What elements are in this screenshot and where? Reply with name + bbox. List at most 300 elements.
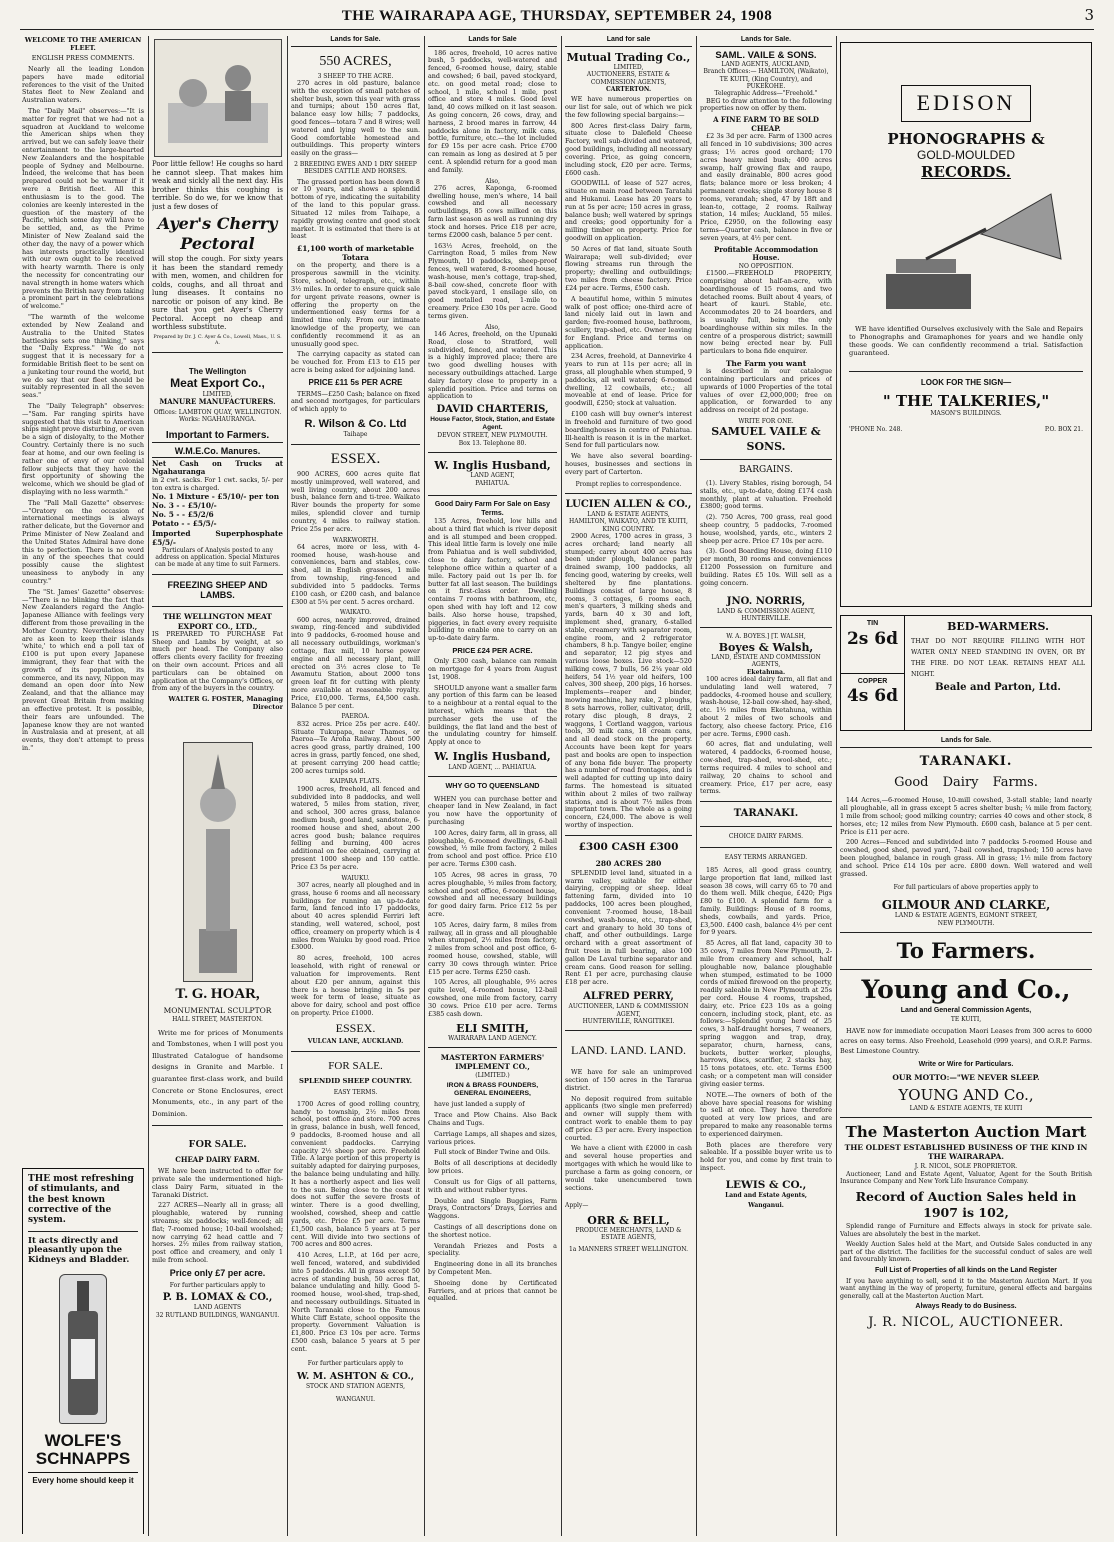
article-paragraph: Nearly all the leading London papers have made editorial references to the visit of the United States fleet to New Zealand and Australian waters. [22, 64, 144, 105]
listing-title: 550 ACRES, [319, 53, 392, 69]
agent-name: SAML. VAILE & SONS. [715, 49, 817, 61]
ad-body: WE have been instructed to offer for private sale the undermentioned high-class Dairy Farm, situated in the Taranaki District. [152, 1167, 283, 1199]
edison-ad [840, 42, 1092, 607]
column-rule [836, 36, 837, 1536]
agent-name: YOUNG AND Co., [898, 1086, 1034, 1105]
product-line: Verandah Friezes and Posts a speciality. [428, 1241, 557, 1258]
divider [152, 606, 283, 607]
agent-name: ORR & BELL, [587, 1213, 670, 1227]
ad-note: Always Ready to do Business. [915, 1303, 1017, 1311]
product-line: Engineering done in all its branches by Competent Men. [428, 1260, 557, 1277]
ad-sign-label: LOOK FOR THE SIGN— [920, 378, 1012, 388]
ayer-illustration [154, 39, 282, 157]
column-rule [561, 36, 562, 1536]
section-heading: WHY GO TO QUEENSLAND [445, 780, 540, 790]
section-heading: Important to Farmers. [152, 430, 283, 443]
price-copper [841, 674, 904, 731]
agent-sub: LAND AGENTS [193, 1304, 242, 1312]
agent-sub: LAND & ESTATE AGENTS, EGMONT STREET, [894, 912, 1038, 920]
section-header: Lands for Sale. [840, 737, 1092, 748]
ad-headline: PHONOGRAPHS & [887, 129, 1045, 148]
divider [152, 1125, 283, 1126]
schnapps-ad [22, 1168, 144, 1534]
agent-town: HUNTERVILLE. [741, 615, 791, 622]
listing-text: 105 Acres, all ploughable, 9½ acres quite level, 4-roomed house, 12-bail cowshed, one mile from factory, carry 30 cows. Price £10 per acre. Terms £385 cash down. [428, 978, 557, 1018]
location: WAIUKU. [341, 874, 370, 882]
listing-text: 100 Acres, dairy farm, all in grass, all ploughable, 6-roomed dwellings, 6-bail cowshed, ½ mile from factory, 2 miles from school and post office. Price £10 per acre. Terms £300 cash. [428, 828, 557, 869]
sculptor-sub: MONUMENTAL SCULPTOR [163, 1006, 272, 1016]
product-line: Bolts of all descriptions at decidedly low prices. [428, 1159, 557, 1176]
listing-text: BEG to draw attention to the following properties now on offer by them. [700, 96, 832, 113]
listing-text: A beautiful home, within 5 minutes walk of post office; one-third acre of land nicely laid out in lawn and garden; five-roomed house, bathroom, scullery, trap-shed, etc. Owner leaving for England. Price and terms on application. [565, 294, 692, 350]
monument-icon [191, 749, 245, 975]
article-heading: WELCOME TO THE AMERICAN FLEET. [24, 36, 142, 53]
listing-text: 85 Acres, all flat land, capacity 30 to 35 cows, 7 miles from New Plymouth, 2-mile from creamery and school, half ploughable now, balance ploughable when stumped, estimated to be 1000 cords of mixed firewood on the property, readily saleable in New Plymouth at 25s per cord. House 4 rooms, trapshed, dairy, etc. Price £23 10s as a going concern, including stock, plant, etc. as follows:—Splendid young herd of 25 cows, 3 half-draught horses, 7 weaners, spring waggon and trap, dray, separator, churn, harness, cans, buckets, butter worker, ploughs, harrows, discs, scarifier, 2 stacks hay, 15 tons potatoes, etc. etc. Terms £500 cash; or a competent man will consider giving easier terms. [700, 939, 832, 1088]
listing-text: WE have for sale an unimproved section of 150 acres in the Tararua district. [565, 1068, 692, 1092]
shop-name: " THE TALKERIES," [882, 391, 1050, 410]
article-paragraph: The "Daily Mail" observes:—"It is matter for regret that we had not a squadron at Auckland to welcome the American ships when they arrived, but we can safely leave their entertainment to the large-hearted New Zealanders and the hospitable people of Sydney and Melbourne. Indeed, the welcome that has been prepared could not be warmer if it were a British fleet. All this enthusiasm is to the good. The colonies are keenly interested in the question of the mastery of the Pacific, which some day will have to be settled, and, as the Prime Minister of New Zealand said the other day, the navy of a power which has interests practically identical with our own ought to be received with hearty warmth. There is only the necessity for concentrating our naval strength in home waters which prevents the British navy from taking a prominent part in the celebrations of welcome." [22, 106, 144, 311]
divider [840, 969, 1092, 970]
agent-name: Young and Co., [861, 974, 1071, 1004]
section-header: Land for sale [565, 36, 692, 47]
listing-text: £100 cash will buy owner's interest in freehold and furniture of two good boardinghouses in centre of Pahiatua. Ill-health is reason it is in the market. Send for full particulars now. [565, 410, 692, 450]
listing-text: £1500.—FREEHOLD PROPERTY, comprising about half-an-acre, with boardinghouse of 15 rooms, and two detached rooms. Built about 4 years, of heart of kauri. Stable, etc. Accommodates 20 to 24 boarders, and is usually full, being the only boardinghouse within six miles. In the centre of a prosperous district; sawmill now being erected near by. Full particulars to bona fide enquirer. [700, 269, 832, 356]
company-sub: MANURE MANUFACTURERS. [159, 397, 276, 407]
agent-name: LEWIS & CO., [725, 1178, 807, 1191]
listing-text: 410 Acres, L.I.P., at 16d per acre, well fenced, watered, and subdivided into 5 paddocks. All in grass except 50 acres of standing bush, 50 acres flat, balance undulating and hilly. Good 5-roomed house, wool-shed, trap-shed, and necessary outbuildings. Situated in North Taranaki close to the Famous White Cliff Estate, school opposite the property. Government Valuation is £1,800. Price £3 10s per acre. Terms £500 cash, balance 5 years at 5 per cent. [291, 1251, 420, 1353]
phonograph-icon [866, 189, 1066, 319]
listing-also: Also, [485, 177, 500, 185]
location: PAEROA. [341, 713, 370, 721]
section-subheading: Good Dairy Farms. [894, 775, 1038, 791]
section-heading: Good Dairy Farm For Sale on Easy Terms. [434, 500, 551, 517]
agent-town: WANGANUI. [335, 1395, 376, 1403]
agent-name: JNO. NORRIS, [726, 595, 806, 607]
price-line: Potato - - £5/5/- [152, 519, 217, 529]
section-heading: TARANAKI. [919, 753, 1013, 769]
ad-caption: Poor little fellow! He coughs so hard he cannot sleep. That makes him weak and sickly all the next day. His brother thinks this coughing is terrible. So do we, for we know that just a few doses of [152, 160, 283, 211]
company-proprietor: J. R. NICOL, SOLE PROPRIETOR. [914, 1163, 1018, 1171]
listing-text: is described in our catalogue containing particulars and prices of upwards of 1000 Properties of the total values of over £2,000,000; free on application, or forwarded to any address on receipt of 2d postage. [700, 367, 832, 415]
price-tin [841, 616, 904, 674]
sick-child-icon [163, 48, 273, 148]
masthead [20, 4, 1094, 30]
location: KAIPARA FLATS. [329, 778, 382, 786]
agent-sub: WAIRARAPA LAND AGENCY. [448, 1034, 537, 1042]
listing-text: 185 Acres, all good grass country, large proportion flat land, milked last season 38 cows, will carry 65 to 70 and do them well. Milk cheque, £420; Pigs £80 to £100. A splendid farm for a family. Buildings: House of 8 rooms, sheds, cowbails, and yards. Price, £3,500. £400 cash, balance 4½ per cent for 9 years. [700, 865, 832, 937]
listing-text: (1). Livery Stables, rising borough, 54 stalls, etc., up-to-date, doing £174 cash monthly, plant at valuation. Freehold £3800; good terms. [700, 478, 832, 511]
agent-name: GILMOUR AND CLARKE, [881, 897, 1051, 912]
shop-box: P.O. BOX 21. [1044, 425, 1083, 433]
company-name: Mutual Trading Co., [566, 50, 691, 64]
price: PRICE £24 PER ACRE. [452, 646, 533, 656]
price-line: No. 1 Mixture - £5/10/- per ton [152, 492, 280, 502]
listing-text: No deposit required from suitable applicants (two single men preferred) and owner will supply them with contract work to enable them to pay off price £3 per acre. Every inspection courted. [565, 1094, 692, 1142]
listing-text: 1700 Acres of good rolling country, handy to township, 2½ miles from school, post office and store. 700 acres in grass, balance in bush, well fenced, 9 paddocks, 8-roomed house and all convenient paddocks. Carrying capacity 2½ sheep per acre. Freehold Title. A large portion of this property is suitably adapted for dairying purposes, the balance being undulating and hilly. It has a northerly aspect and lies well to the sun. Being close to the coast it does not suffer the severe frosts of winter. There is a good dwelling, woolshed, cowshed, sheep and cattle yards, etc. Price £5 per acre. Terms £1,500 cash, balance 5 years at 5 per cent. Will divide into two sections of 700 acres and 800 acres. [291, 1099, 420, 1249]
divider [840, 1117, 1092, 1118]
section-note: EASY TERMS. [333, 1089, 378, 1097]
company-town: CARTERTON. [605, 85, 652, 93]
listing-heading: Profitable Accommodation House. [713, 244, 819, 263]
company-ltd: (LIMITED.) [475, 1071, 510, 1079]
company-sub: GENERAL ENGINEERS, [454, 1090, 531, 1098]
company-name: Meat Export Co., [170, 376, 265, 391]
divider [428, 452, 557, 453]
agent-sub: Land and General Commission Agents, [900, 1007, 1032, 1015]
section-header: Lands for Sale. [291, 36, 420, 47]
phonograph-illustration [866, 189, 1066, 319]
listing-heading: The Farm you want [725, 359, 807, 369]
listing-text: SHOULD anyone want a smaller farm any portion of this farm can be leased to a neighbour at a rental equal to the interest, which means that the purchaser gets the use of the buildings, the flat land and the best of the undulating country for himself. Apply at once to [428, 683, 557, 747]
company-name: The Masterton Auction Mart [845, 1122, 1087, 1141]
listing-text: Weekly Auction Sales held at the Mart, and Outside Sales conducted in any part of the district. The facilities for the successful conduct of sales are well and favourably known. [840, 1241, 1092, 1264]
divider [152, 352, 283, 353]
article-paragraph: The "Pall Mall Gazette" observes:—"Oratory on the occasion of international meetings is always rather delicate, but the Governor and Prime Minister of New Zealand and the United States Admiral have done this to perfection. There is no word in any of the speeches that could possibly cause the slightest uneasiness to anybody in any country." [22, 498, 144, 585]
article-paragraph: The "St. James' Gazette" observes:—"There is no blinking the fact that New Zealanders regard the Anglo-Japanese Alliance with feelings very different from those prevailing in the Mother Country. Nevertheless they are as keen to keep their islands 'white,' to which end a poll tax of £100 is put upon every Japanese immigrant, they fear that with the growth of its population, its commerce, and its navy, Nippon may demand an open door into New Zealand, and that the alliance may prevent Great Britain from making an effective protest. It is possible, their fears are unfounded. The Japanese know they are not wanted in Australasia and at present, at all events, they don't attempt to press in." [22, 587, 144, 752]
shop-address: MASON'S BUILDINGS. [930, 410, 1002, 418]
column-rule [696, 36, 697, 1536]
page-number: 3 [1084, 6, 1094, 24]
listing-title: LAND. LAND. LAND. [571, 1043, 686, 1058]
bedwarmer-body [905, 616, 1091, 730]
column-1 [22, 36, 144, 1534]
agent-sub: AUCTIONEER, LAND & COMMISSION AGENT, [568, 1003, 689, 1018]
section-heading: FOR SALE. [188, 1138, 247, 1151]
divider [152, 574, 283, 575]
section-note: EASY TERMS ARRANGED. [724, 853, 808, 861]
listing-text: 50 Acres of flat land, situate South Wairarapa; well sub-divided; ever flowing streams run through the property; dwelling and outbuildings; two miles from cheese factory. Price £24 per acre. Terms, £500 cash. [565, 244, 692, 292]
divider [840, 932, 1092, 933]
newspaper-title: THE WAIRARAPA AGE, THURSDAY, SEPTEMBER 24, 1908 [341, 8, 773, 24]
location: WARKWORTH. [332, 536, 379, 544]
agent-contact: Box 13. Telephone 80. [458, 439, 527, 447]
divider [428, 1047, 557, 1048]
bottle-illustration [59, 1274, 107, 1424]
monument-illustration [183, 742, 253, 982]
divider [428, 495, 557, 496]
product-list [428, 1101, 557, 1303]
divider [291, 1051, 420, 1052]
agent-address: VULCAN LANE, AUCKLAND. [307, 1038, 404, 1046]
location: WAIKATO. [339, 609, 372, 617]
agent-town: HAMILTON, WAIKATO, AND TE KUITI, KING COUNTRY. [569, 518, 688, 533]
agent-name: W. Inglis Husband, [434, 458, 551, 472]
section-heading: W.M.E.Co. Manures. [152, 446, 283, 458]
section-heading: BARGAINS. [739, 464, 793, 475]
listing-text: (3). Good Boarding House, doing £110 per month, 30 rooms and conveniences £1200 Possession on furniture and building. Rates £5 10s. Will sell as a going concern. [700, 547, 832, 587]
listing-subtitle: 3 SHEEP TO THE ACRE. [317, 72, 394, 80]
listing-text: Auctioneer, Land and Estate Agent, Valuator, Agent for the South British Insurance Company and New York Life Insurance Company. [840, 1170, 1092, 1186]
column-rule [148, 36, 149, 1536]
product-line: Full stock of Binder Twine and Oils. [434, 1148, 551, 1157]
ayer-brand: Ayer's Cherry Pectoral [157, 214, 278, 253]
listing-title: £300 CASH £300 [578, 840, 679, 853]
apply-text: For full particulars of above properties apply to [893, 884, 1039, 892]
section-heading: FREEZING SHEEP AND LAMBS. [167, 579, 268, 601]
ad-body: THAT DO NOT REQUIRE FILLING WITH HOT WATER ONLY NEED STANDING IN OVEN, OR BY THE FIRE. DO NOT LEAK. RETAINS HEAT ALL NIGHT. [911, 638, 1085, 679]
agent-town: Eketahuna. [746, 668, 786, 676]
price: Price only £7 per acre. [169, 1267, 266, 1278]
ad-body: Write me for prices of Monuments and Tombstones, when I will post you Illustrated Catalogue of handsome designs in Granite and Marble. I guarantee first-class work, and build Concrete or Stone Enclosures, erect Monuments, etc., in any part of the Dominion. [152, 1028, 283, 1118]
listing-text: NOTE.—The owners of both of the above have special reasons for wishing to sell at once. They have therefore quoted at very low prices, and are prepared to make any reasonable terms to experienced dairymen. [700, 1090, 832, 1138]
column-2 [152, 36, 283, 1534]
section-heading: To Farmers. [896, 937, 1036, 963]
divider [428, 776, 557, 777]
listing-text: 80 acres, freehold, 100 acres leasehold, with right of renewal or valuation for improvements. Rent about £20 per annum, against this there is a house bringing in 5s per week for term of lease, situate as above for dairy, school and post office on property. Price £1000. [291, 954, 420, 1017]
price: PRICE £11 5s PER ACRE [308, 377, 403, 387]
article-subheading: ENGLISH PRESS COMMENTS. [31, 54, 135, 63]
price-value: 4s 6d [846, 686, 899, 707]
signature: WALTER G. FOSTER, Managing Director [168, 695, 283, 712]
column-7 [840, 36, 1092, 1534]
agent-name: Boyes & Walsh, [718, 640, 814, 654]
listing-text: HAVE now for immediate occupation Maori Leases from 300 acres to 6000 acres on easy terms. Also Freehold, Leasehold (999 years), and O.R.P. Farms. Best Limestone Country. [840, 1026, 1092, 1056]
price-label: COPPER [857, 677, 888, 685]
agent-name: SAMUEL VAILE & SONS. [711, 425, 821, 453]
listing-text: 800 Acres first-class Dairy farm, situate close to Dalefield Cheese Factory, well sub-divided and watered, good buildings, including all necessary covering. Price, as going concern, including stock, £20 per acre. Terms, £600 cash. [565, 121, 692, 177]
section-heading: TARANAKI. [733, 808, 799, 820]
ad-headline: Record of Auction Sales held in 1907 is 102, [855, 1188, 1077, 1220]
ad-note: Write or Wire for Particulars. [918, 1060, 1014, 1068]
listing-text: 600 acres, nearly improved, drained swamp, ring-fenced and subdivided into 9 paddocks, 6-roomed house and all necessary outbuildings, workman's cottage, flax mill, 10 horse power engine and all necessary plant, mill erected on 3½ acres close to Te Awamutu Station, about 2000 tons green leaf fit for cutting with plenty more available at reasonable royalty. Price, £10,000. Terms, £4,500 cash. Balance 5 per cent. [291, 615, 420, 710]
price-line: in 2 cwt. sacks. For 1 cwt. sacks, 5/- per ton extra is charged. [152, 475, 283, 492]
listing-text: The carrying capacity as stated can be vouched for. From £13 to £15 per acre is being asked for adjoining land. [291, 350, 420, 375]
listing-text: 60 acres, flat and undulating, well watered, 4 paddocks, 6-roomed house, cow-shed, trap-shed, wool-shed, etc.; terms required. 4 miles to school and railway, 20 chains to school and creamery. Price, £17 per acre, easy terms. [700, 740, 832, 796]
price-value: 2s 6d [846, 628, 899, 649]
agent-address: 1a MANNERS STREET WELLINGTON. [568, 1245, 689, 1253]
divider [565, 493, 692, 494]
listing-text: The grassed portion has been down 8 or 10 years, and shows a splendid bottom of rye, indicating the suitability of the land to this popular grass. Situated 12 miles from Taihape, a rapidly growing centre and good stock market. It is estimated that there is at least [291, 177, 420, 241]
listing-text: 186 acres, freehold, 10 acres native bush, 5 paddocks, well-watered and fenced, 6-roomed house, dairy, stable and cowshed; 6 bail, paved stockyard, etc. on good metal road; close to school, 1 mile, school 1 mile, post office and store 4 miles. Good level land, 40 cows milked on it last season. As going concern, 26 cows, dray, and harness, 2 brood mares in farrow, 44 paddocks alone in factory, milk cans, bottle, furniture, etc.—the lot included for £9 15s per acre cash. Price £700 can remain as long as desired at 5 per cent. A splendid return for a good man and family. [428, 48, 557, 174]
listing-text: 146 Acres, freehold, on the Upunaki Road, close to Stratford, well subdivided, fenced, and watered. This is a highly improved place; there are two good dwelling houses with necessary outbuildings attached. Large dairy factory close to property in a splendid position. Price and terms on application to [428, 329, 557, 401]
agent-branches: Branch Offices:— HAMILTON, (Waikato), TE KUITI, (King Country), and PUKEKOHE. [703, 68, 829, 91]
column-rule [287, 36, 288, 1536]
edison-logo-box [901, 85, 1031, 122]
listing-text: (2). 750 Acres, 700 grass, real good sheep country, 5 paddocks, 7-roomed house, woolshed, yards, etc., winters 2 sheep per acre. Price £7 10s per acre. [700, 513, 832, 545]
company-ltd: LIMITED, [613, 63, 644, 71]
listing-text: We have also several boarding-houses, businesses and sections in every part of Carterton. [565, 452, 692, 476]
listing-text: Only £300 cash, balance can remain on mortgage for 4 years from August 1st, 1908. [428, 657, 557, 681]
company-prefix: The Wellington [188, 366, 247, 376]
divider [565, 1030, 692, 1031]
agent-town: PAHIATUA. [475, 479, 510, 487]
agent-town: HUNTERVILLE, RANGITIKEI. [582, 1017, 675, 1025]
listing-text: 1900 acres, freehold, all fenced and subdivided into 8 paddocks, and well watered, 5 miles from station, river, and school, 300 acres grass, balance medium bush, good land, sandstone, 6-roomed house and shed, about 200 acres good bush; balance requires felling and burning, 400 acres additional on fee obtained, carrying at present 1000 sheep and 150 cattle. Price £3 5s per acre. [291, 784, 420, 871]
company-name: THE WELLINGTON MEAT EXPORT CO., LTD., [162, 612, 273, 631]
divider [849, 371, 1083, 372]
listing-text: on the property, and there is a prosperous sawmill in the vicinity. Store, school, telegraph, etc., within 3½ miles. In order to ensure quick sale for urgent private reasons, owner is offering the property on the undermentioned easy terms for a limited time only. From our intimate knowledge of the property, we can confidently recommend it as an unusually good spec. [291, 261, 420, 348]
ad-body: IS PREPARED TO PURCHASE Fat Sheep and Lambs by weight, at so much per head. The Company also offers clients every facility for freezing on their own account. Prices and all particulars can be obtained on application at the Company's Offices, or from any of the buyers in the country. [152, 629, 283, 693]
ad-body: WE have identified Ourselves exclusively with the Sale and Repairs to Phonographs and Gramaphones for years and we handle only these goods. We can confidently recommend a trial. Satisfaction guaranteed. [849, 325, 1083, 358]
section-subheading: CHOICE DAIRY FARMS. [728, 833, 804, 841]
listing-highlight: £1,100 worth of marketable Totara [297, 244, 414, 263]
sculptor-name: T. G. HOAR, [175, 986, 260, 1003]
listing-text: 2 BREEDING EWES AND 1 DRY SHEEP BESIDES CATTLE AND HORSES. [294, 161, 417, 176]
product-line: have just landed a supply of [434, 1100, 525, 1109]
listing-text: 307 acres, nearly all ploughed and in grass, house 6 rooms and all necessary buildings for running an up-to-date farm, land fenced into 17 paddocks, about 40 acres splendid Ferriri left standing, well watered, school, post office, creamery on property which is 4 miles from Waiuku by good road. Price £3000. [291, 880, 420, 952]
divider [700, 801, 832, 802]
ad-headline: RECORDS. [921, 162, 1011, 181]
listing-text: 832 acres. Price 25s per acre. £40/. Situate Tukupapa, near Thames, or Paeroa—Te Aroha Railway. About 500 acres good grass, partly drained, 100 acres in grass, partly fenced, one shed, at present carrying 200 head cattle; 200 acres turnips sold. [291, 719, 420, 775]
ad-body: will stop the cough. For sixty years it has been the standard remedy with men, women, and children for colds, coughs, and all throat and lung diseases. It contains no narcotic or poison of any kind. Be sure that you get Ayer's Cherry Pectoral. Accept no cheap and worthless substitute. [152, 255, 283, 332]
article-paragraph: The "Daily Telegraph" observes:—"Sam. Far ranging spirits have suggested that this visit to American ships might prove disturbing, or even be a sign of disloyalty, to the Mother Country. Certainly there is no such fear at home, and our own feeling is rather one of envy of our colonial fellow subjects that they have the first opportunity of showing the welcome, which we should be glad of displaying with no less warmth." [22, 402, 144, 496]
sculptor-address: HALL STREET, MASTERTON. [172, 1015, 263, 1023]
product-line: Carriage Lamps, all shapes and sizes, various prices. [428, 1129, 557, 1146]
ad-tagline: Every home should keep it [28, 1472, 138, 1486]
article-paragraph: "The warmth of the welcome extended by New Zealand and Australia to the United States battleships sets one thinking," says the "Daily Express." "We do not suggest that it is necessary for a formidable British fleet to be sent on a junketing tour round the world, but we do say that our fleet should be suitably represented in all the seven seas." [22, 313, 144, 400]
listing-text: Splendid range of Furniture and Effects always in stock for private sale. Values are absolutely the best in the market. [840, 1223, 1092, 1238]
bottle-icon [65, 1279, 101, 1419]
divider [700, 627, 832, 628]
ad-brand: WOLFE'S SCHNAPPS [35, 1431, 131, 1468]
column-4 [428, 36, 557, 1534]
section-heading: FOR SALE. [328, 1059, 383, 1072]
ad-headline: THE most refreshing of stimulants, and the best known corrective of the system. [28, 1174, 134, 1226]
listing-text: 2900 Acres, 1700 acres in grass, 3 acres orchard; land nearly all stumped; carry about 400 acres has been under plough, balance partly drained swamp, 100 paddocks, all fencing good, watering by creeks, well sheltered by fine plantations. Buildings consist of large house, 8 rooms, 3 cottages, 6 rooms each, men's quarters, 3 milking sheds and yards, barn 40 x 30 and loft, implement shed, granary, 6-stalled stable, creamery with separator room, engine room, and 2 refrigerator chambers, 8 h.p. Tangye boiler, engine and separator, 12 pig styes and various loose boxes. Live stock—520 milking cows, 7 bulls, 56 2¼ year old heifers, 54 1½ year old heifers, 100 calves, 300 sheep, 200 pigs, 16 horses. Implements—reaper and binder, mowing machine, hay rake, 2 ploughs, 8 sets harrows, roller, cultivator, drill, rotary disc plough, 8 drays, 2 waggons, 1 Cortland waggon, various tools, 30 milk cans, 18 cream cans, and all dead stock on the property. Accounts have been kept for years past and books are open to inspection of any bona fide buyer. The property has a number of road frontages, and is well adapted for cutting up into dairy farms. The homestead is situated within about 2 miles of two railway stations, and is about 7½ miles from important town. The whole as a going concern, £24,000. The above is well worthy of inspection. [565, 532, 692, 830]
agent-sub: Land and Estate Agents, [725, 1191, 807, 1199]
agent-town: Wanganui. [748, 1201, 784, 1209]
listing-text: 105 Acres, dairy farm, 8 miles from railway, all in grass and all ploughable when stumped, 2½ miles from factory, 2 miles from school and post office, 6-roomed house, cowshed, stable, will carry 30 cows through winter. Price £15 per acre. Terms £250 cash. [428, 920, 557, 976]
agent-sub: STOCK AND STATION AGENTS, [305, 1382, 406, 1390]
listing-text: 234 Acres, freehold, at Dannevirke 4 years to run at 11s per acre; all in grass, all ploughable when stumped, 9 paddocks, all well watered; 6-roomed dwelling, 12 cowbails, etc.; all moveable at end of lease. Price for goodwill, £250; stock at valuation. [565, 352, 692, 408]
company-ltd: LIMITED, [202, 391, 233, 399]
listing-title: ESSEX. [330, 450, 381, 467]
listing-text: 163½ Acres, freehold, on the Carrington Road, 5 miles from New Plymouth, 10 paddocks, sheep-proof fences, well watered, 8-roomed house, wash-house, men's cottage, trap-shed, 8-bail cow-shed, concrete floor with paved stock-yard, 1 ensilage silo, on good metalled road, 1-mile to creamery. Price £30 10s per acre. Good terms given. [428, 241, 557, 320]
listing-also: Also, [485, 323, 500, 331]
agent-town: TE KUITI, [950, 1015, 982, 1023]
listing-subheading: NO OPPOSITION. [738, 262, 794, 270]
listing-note: Prompt replies to correspondence. [575, 480, 682, 488]
agent-name: ALFRED PERRY, [583, 991, 674, 1002]
column-6 [700, 36, 832, 1534]
listing-text: 135 Acres, freehold, low hills and about a third flat which is river deposit and is all stumped and been cropped. This ideal little farm is lovely one mile from Pahiatua and is well subdivided, close to dairy factory, school and telephone office within a quarter of a mile. Factory paid out 1s per lb. for butter fat all last season. The buildings on it first-class order. Dwelling contains 7 rooms with bathroom, etc, open shed with hay loft and 12 cow bails. Also horse house, trapshed, piggeries, in fact every every requisite building to enable one to carry on an up-to-date dairy farm. [428, 517, 557, 643]
section-subheading: CHEAP DAIRY FARM. [175, 1154, 260, 1164]
product-line: Shoeing done by Certificated Farriers, and at prices that cannot be equalled. [428, 1278, 557, 1303]
price-list [152, 460, 283, 547]
agent-telegraph: Telegraphic Address—"Freehold." [714, 90, 818, 98]
company-sub: IRON & BRASS FOUNDERS, [446, 1081, 539, 1089]
product-line: Double and Single Buggies, Farm Drays, Contractors' Drays, Lorries and Waggons. [428, 1196, 557, 1221]
listing-text: 105 Acres, 98 acres in grass, 70 acres ploughable, ½ miles from factory, school and post office, 6-roomed house, cowshed and all necessary buildings for good dairy farm. Price £12 5s per acre. [428, 870, 557, 918]
agent-name: W. Inglis Husband, [434, 750, 551, 764]
agent-name: ELI SMITH, [456, 1021, 529, 1035]
agent-town: Taihape [343, 431, 368, 439]
agent-address: 32 RUTLAND BUILDINGS, WANGANUI. [155, 1311, 280, 1319]
agent-name: W. M. ASHTON & CO., [296, 1371, 415, 1383]
listing-text: 900 ACRES, 600 acres quite flat mostly unimproved, well watered, and well living country, about 200 acres bush, balance fern and ti-tree. Waikato River bounds the property for some miles, splendid clover and turnip country, 4 miles to railway station. Price 25s per acre. [291, 470, 420, 533]
bedwarmer-ad [840, 615, 1092, 731]
apply-text: Apply— [565, 1202, 589, 1210]
listing-text: 270 acres in old pasture, balance with the exception of small patches of shelter bush, sown this year with grass and turnips; about 150 acres flat, balance easy low hills; 7 paddocks, good fences—totara 7 and 8 wires; well watered and lying well to the sun. Good comfortable homestead and outbuildings. This property winters easily on the grass— [291, 78, 420, 158]
listing-text: 200 Acres—Fenced and subdivided into 7 paddocks 5-roomed House and cowshed, good shed, paved yard, 7-bail cowshed, trapshed; 150 acres have been ploughed, balance in rough grass. All in grass; 1½ mile from factory and school. Price £14 10s per acre. £800 down. Well watered and well grassed. [840, 838, 1092, 878]
ad-note: Full List of Properties of all kinds on the Land Register [874, 1266, 1058, 1274]
agent-sub: LAND & ESTATE AGENTS, TE KUITI [909, 1104, 1023, 1112]
company-name: MASTERTON FARMERS' IMPLEMENT CO., [440, 1053, 545, 1072]
company-address: Offices: LAMBTON QUAY, WELLINGTON. Works: NGAHAURANGA. [153, 408, 282, 424]
agent-sub: LAND & ESTATE AGENTS, [587, 511, 670, 519]
listing-text: We have a client with £2000 in cash and several house properties and mortgages with which he would like to purchase a farm as going concern, or would take unencumbered town sections. [565, 1144, 692, 1192]
agent-sub: House Factor, Stock, Station, and Estate Agent. [430, 416, 555, 432]
agent-sub: LAND AGENT, [470, 472, 515, 480]
agent-name: DAVID CHARTERIS, [436, 404, 549, 416]
apply-text: For further particulars apply to [169, 1281, 266, 1289]
price-footer: Particulars of Analysis posted to any address on application. Special Mixtures can be made at any time to suit Farmers. [154, 546, 281, 569]
ad-headline: GOLD-MOULDED [916, 148, 1015, 163]
price-label: TIN [866, 620, 879, 627]
listing-note: WRITE FOR ONE. [738, 418, 794, 426]
agent-sub: LAND AGENT, ... PAHIATUA. [448, 763, 537, 771]
product-line: Consult us for Gigs of all patterns, with and without rubber tyres. [428, 1177, 557, 1194]
agent-name: LUCIEN ALLEN & CO., [565, 498, 692, 510]
agent-name: ESSEX. [335, 1020, 376, 1035]
price-line: Net Cash on Trucks at Ngahauranga [152, 458, 283, 477]
agent-town: NEW PLYMOUTH. [937, 919, 995, 927]
divider [700, 459, 832, 460]
company-sub: THE OLDEST ESTABLISHED BUSINESS OF THE KIND IN THE WAIRARAPA. [844, 1143, 1088, 1162]
agent-sub: LAND AGENTS, AUCKLAND, [721, 61, 811, 69]
section-header: Lands for Sale [428, 36, 557, 47]
agent-sub: PRODUCE MERCHANTS, LAND & ESTATE AGENTS, [575, 1227, 682, 1242]
ad-motto: OUR MOTTO:—"WE NEVER SLEEP. [892, 1073, 1040, 1083]
shop-contact [849, 426, 1083, 433]
listing-text: If you have anything to sell, send it to the Masterton Auction Mart. If you want anything in the way of property, furniture, general effects and bargains generally, call at the Masterton Auction Mart. [840, 1277, 1092, 1300]
listing-text: WE have numerous properties on our list for sale, out of which we pick the few following special bargains:— [565, 95, 692, 119]
section-header: Lands for Sale. [700, 36, 832, 47]
section-subheading: SPLENDID SHEEP COUNTRY. [298, 1077, 412, 1086]
ad-body: 227 ACRES—Nearly all in grass; all ploughable, watered by running streams; six paddocks; well-fenced; all flat; 7-roomed house; 10-bail woolshed; now carrying 62 head cattle and 7 horses. 2½ miles from railway station, post office and creamery, and only 1 mile from school. [152, 1201, 283, 1265]
divider [291, 444, 420, 445]
shop-phone: 'PHONE No. 248. [849, 425, 903, 433]
divider [700, 847, 832, 848]
price-line: No. 5 - - £5/2/6 [152, 510, 214, 520]
divider [565, 835, 692, 836]
column-rule [424, 36, 425, 1536]
ad-footer: Prepared by Dr. J. C. Ayer & Co., Lowell, Mass., U. S. A. [153, 335, 282, 346]
ad-headline: BED-WARMERS. [947, 620, 1049, 633]
listing-heading: A FINE FARM TO BE SOLD CHEAP. [713, 115, 819, 133]
divider [700, 826, 832, 827]
agent-name: J. R. NICOL, AUCTIONEER. [868, 1314, 1064, 1330]
agent-name: P. B. LOMAX & CO., [162, 1292, 273, 1304]
ad-headline: It acts directly and pleasantly upon the Kidneys and Bladder. [28, 1235, 130, 1266]
agent-name: R. Wilson & Co. Ltd [304, 418, 407, 431]
price-line: Imported Superphosphate £5/5/- [152, 528, 283, 547]
column-3 [291, 36, 420, 1534]
agent-sub: LAND, ESTATE AND COMMISSION AGENTS, [711, 654, 821, 669]
agent-partners: W. A. BOYES.] [T. WALSH, [726, 633, 806, 641]
listing-text: £2 3s 3d per acre. Farm of 1300 acres all fenced in 10 subdivisions; 300 acres grass; 1½ acres good orchard; 170 acres heavy mixed bush; 400 acres swamp, half growing flax and raupo, and easily drainable, 800 acres good flats; balance more or less broken; 4 permanent creeks; single storey house 8 rooms, verandah; shed, 47 by 18ft and lean-to, cottage, 2 rooms. Railway station, 14 miles; Auckland, 55 miles. Price, £2950, on the following easy terms—Quarter cash, balance in five or seven years, at 4½ per cent. [700, 132, 832, 242]
divider [28, 1231, 138, 1232]
listing-text: TERMS—£250 Cash; balance on fixed and second mortgages, for particulars of which apply to [291, 389, 420, 414]
product-line: Castings of all descriptions done on the shortest notice. [428, 1222, 557, 1239]
listing-text: WHEN you can purchase better and cheaper land in New Zealand, in fact you now have the opportunity of purchasing [428, 794, 557, 827]
company-sub: AUCTIONEERS, ESTATE & COMMISSION AGENTS, [586, 71, 671, 86]
agent-sub: LAND & COMMISSION AGENT, [716, 607, 816, 615]
price-line: No. 3 - - £5/10/- [152, 501, 217, 511]
listing-text: 276 acres, Kaponga, 6-roomed dwelling house, men's where, 14 bail cowshed and all necessary outbuildings, 85 cows milked on this farm last season as well as running dry stock and horses. Price £18 per acre, terms £2000 cash, balance 5 per cent. [428, 183, 557, 239]
listing-text: 100 acres ideal dairy farm, all flat and undulating land well watered, 7 paddocks, 4-roomed house and scullery, wash-house, 12-bail cow-shed, hay-shed, etc. 1½ miles from Eketahuna, within about 2 miles of two schools and factory, also cheese factory. Price, £16 per acre. Terms, £900 cash. [700, 674, 832, 738]
price-box [841, 616, 905, 730]
listing-text: Both places are therefore very saleable. If a possible buyer write us to hold for you, and come by first train to inspect. [700, 1140, 832, 1173]
company-name: Beale and Parton, Ltd. [935, 682, 1061, 694]
column-5 [565, 36, 692, 1534]
listing-text: 64 acres, more or less, with 4-roomed house, wash-house and conveniences, barn and stables, cow-shed, all in English grasses, 1 mile from township, ring-fenced and subdivided into 5 paddocks. Terms £100 cash, or £200 cash, and balance £300 at 5¼ per cent. 5 acres orchard. [291, 542, 420, 606]
listing-text: SPLENDID level land, situated in a warm valley, suitable for either dairying, cropping or sheep. Ideal fattening farm, divided into 10 paddocks, 100 acres been ploughed, convenient 7-roomed house, 18-bail cowshed, wash-house, etc., trap-shed, cart and granary to hold 30 tons of chaff, and other outbuildings. Large orchard with a great assortment of fruit trees in full bearing, also 100 gallon De Laval turbine separator and cream cans. Good reason for selling. Rent £1 per acre, purchasing clause £18 per acre. [565, 868, 692, 987]
product-line: Trace and Plow Chains. Also Back Chains and Tugs. [428, 1111, 557, 1128]
apply-text: For further particulars apply to [307, 1359, 404, 1367]
listing-text: GOODWILL of lease of 527 acres, situate on main road between Taratahi and Hukanui. Lease has 20 years to run at 5s per acre; 150 acres in grass, balance bush; well watered by springs and creeks; good opportunity for a milling timber on property. Price for goodwill on application. [565, 179, 692, 242]
edison-brand: EDISON [916, 90, 1016, 115]
